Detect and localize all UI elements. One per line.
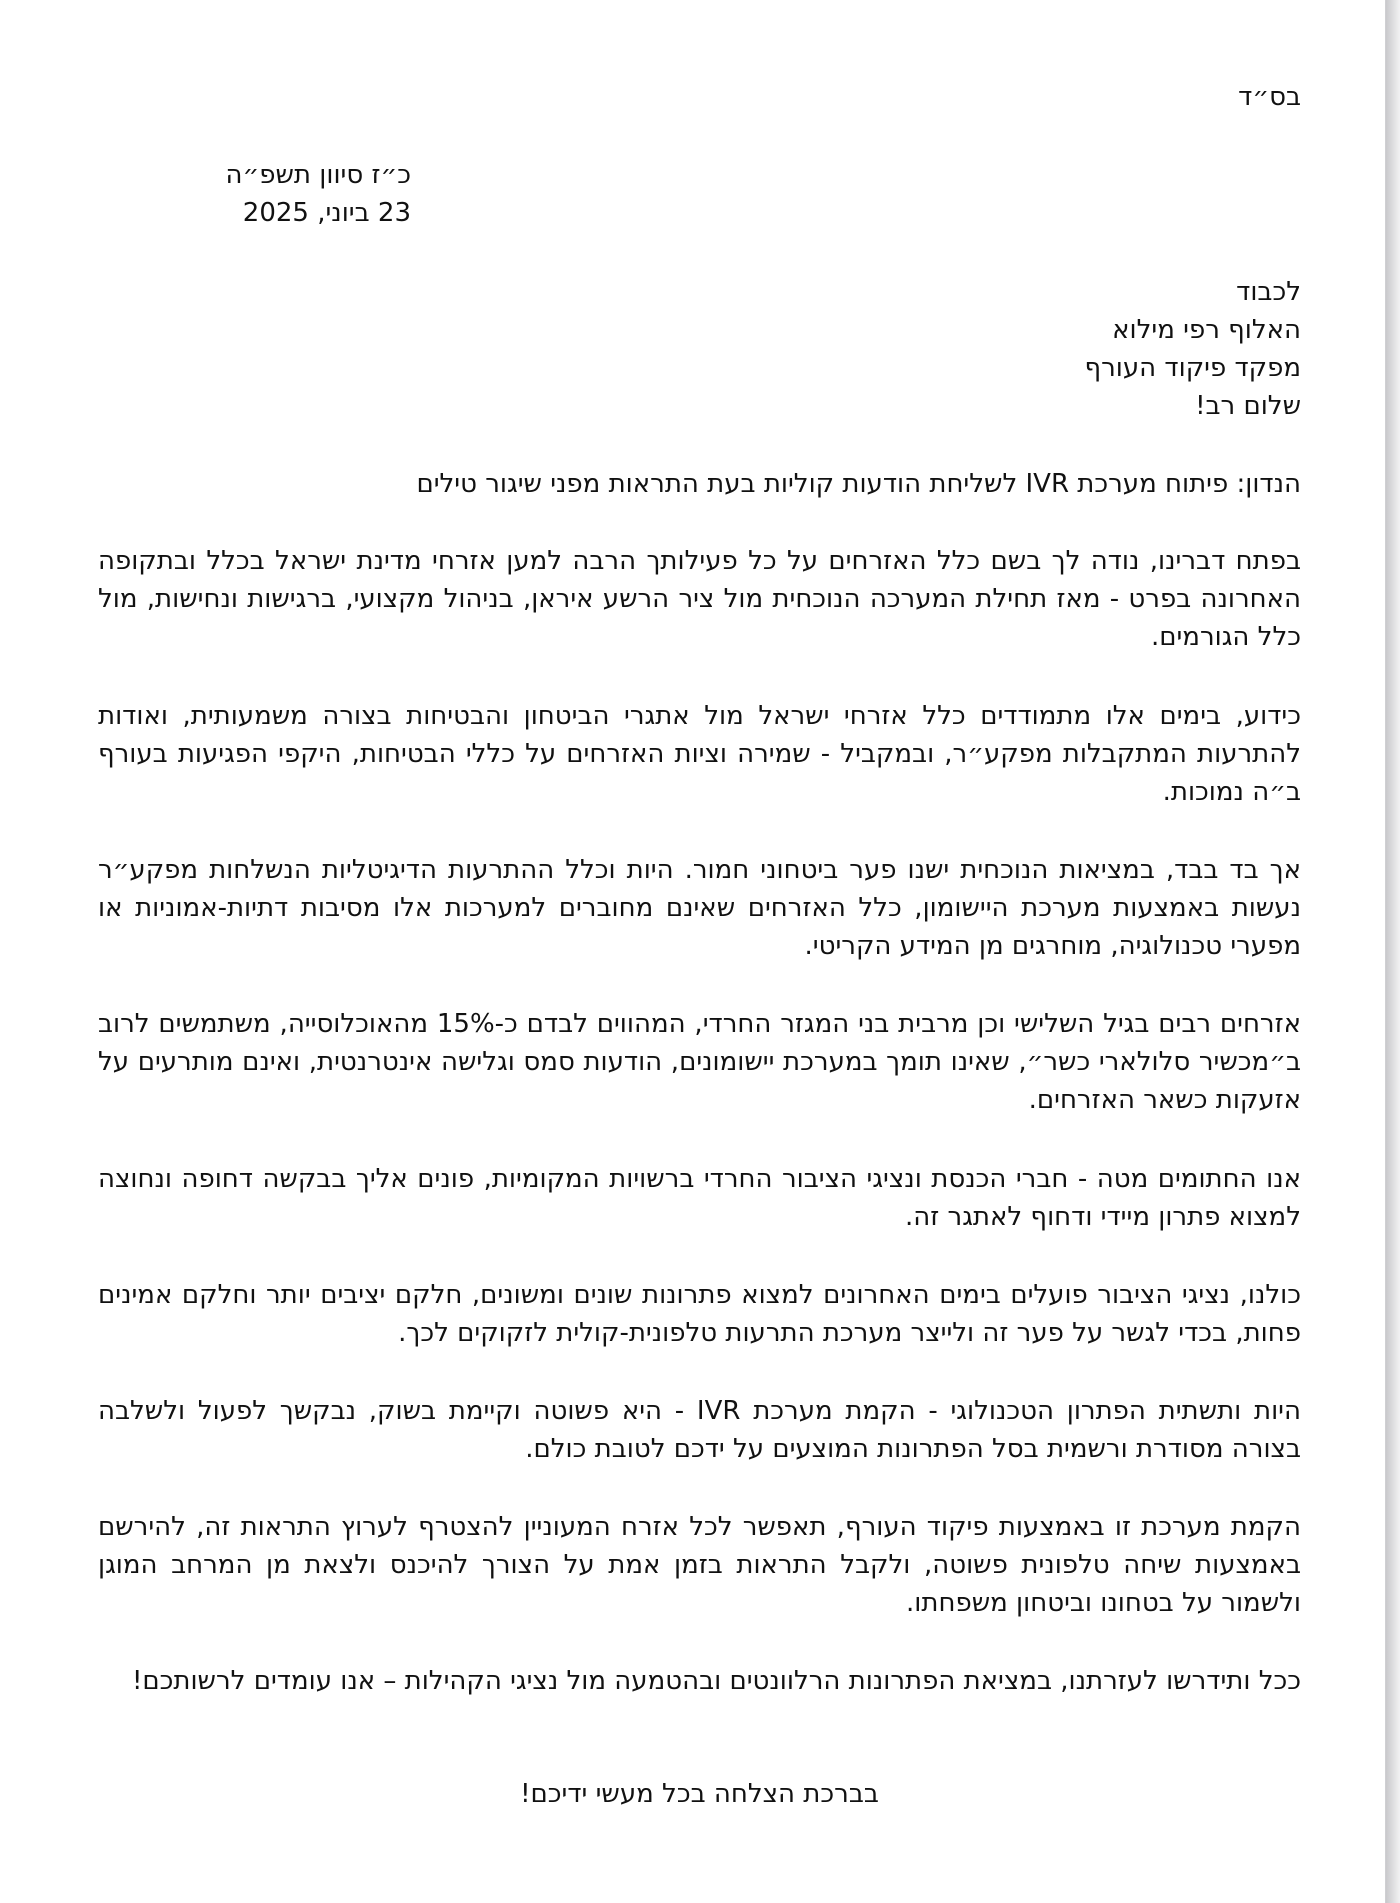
address-line-3: מפקד פיקוד העורף bbox=[1084, 353, 1301, 383]
paragraph-3: אך בד בבד, במציאות הנוכחית ישנו פער ביטחוני חמור. היות וכלל ההתרעות הדיגיטליות הנשלחות מפקע״ר נעשות באמצעות מערכת היישומון, כלל האזרחים שאינם מחוברים למערכות אלו מסיבות דתיות-אמוניות או מפערי טכנולוגיה, מוחרגים מן המידע הקריטי. bbox=[98, 855, 1301, 961]
page-edge bbox=[1386, 0, 1400, 1903]
closing-blessing: בברכת הצלחה בכל מעשי ידיכם! bbox=[520, 1779, 879, 1809]
bsd-header: בס״ד bbox=[1238, 82, 1301, 112]
gregorian-date: 23 ביוני, 2025 bbox=[242, 198, 411, 228]
paragraph-2: כידוע, בימים אלו מתמודדים כלל אזרחי ישראל מול אתגרי הביטחון והבטיחות בצורה משמעותית, ואודות להתרעות המתקבלות מפקע״ר, ובמקביל - שמירה וציות האזרחים על כללי הבטיחות, היקפי הפגיעות בעורף ב״ה נמוכות. bbox=[98, 701, 1301, 807]
greeting: שלום רב! bbox=[1195, 391, 1301, 421]
address-line-2: האלוף רפי מילוא bbox=[1112, 315, 1301, 345]
paragraph-7: היות ותשתית הפתרון הטכנולוגי - הקמת מערכת IVR - היא פשוטה וקיימת בשוק, נבקשך לפעול ולשלבה בצורה מסודרת ורשמית בסל הפתרונות המוצעים על ידכם לטובת כולם. bbox=[98, 1396, 1301, 1464]
recipient-address bbox=[98, 273, 1301, 425]
address-line-1: לכבוד bbox=[1236, 277, 1301, 307]
hebrew-date: כ״ז סיוון תשפ״ה bbox=[225, 160, 411, 190]
paragraph-8: הקמת מערכת זו באמצעות פיקוד העורף, תאפשר לכל אזרח המעוניין להצטרף לערוץ התראות זה, להירשם באמצעות שיחה טלפונית פשוטה, ולקבל התראות בזמן אמת על הצורך להיכנס ולצאת מן המרחב המוגן ולשמור על בטחונו וביטחון משפחתו. bbox=[98, 1512, 1301, 1618]
paragraph-9: ככל ותידרשו לעזרתנו, במציאת הפתרונות הרלוונטים ובהטמעה מול נציגי הקהילות – אנו עומדים לרשותכם! bbox=[131, 1666, 1301, 1696]
paragraph-5: אנו החתומים מטה - חברי הכנסת ונציגי הציבור החרדי ברשויות המקומיות, פונים אליך בבקשה דחופה ונחוצה למצוא פתרון מיידי ודחוף לאתגר זה. bbox=[98, 1164, 1301, 1232]
paragraph-6: כולנו, נציגי הציבור פועלים בימים האחרונים למצוא פתרונות שונים ומשונים, חלקם יציבים יותר וחלקם אמינים פחות, בכדי לגשר על פער זה ולייצר מערכת התרעות טלפונית-קולית לזקוקים לכך. bbox=[98, 1280, 1301, 1348]
subject-line: הנדון: פיתוח מערכת IVR לשליחת הודעות קוליות בעת התראות מפני שיגור טילים bbox=[416, 469, 1301, 499]
paragraph-1: בפתח דברינו, נודה לך בשם כלל האזרחים על כל פעילותך הרבה למען אזרחי מדינת ישראל בכלל ובתקופה האחרונה בפרט - מאז תחילת המערכה הנוכחית מול ציר הרשע איראן, בניהול מקצועי, ברגישות ונחישות, מול כלל הגורמים. bbox=[98, 546, 1301, 652]
date-block bbox=[98, 156, 1301, 232]
paragraph-4: אזרחים רבים בגיל השלישי וכן מרבית בני המגזר החרדי, המהווים לבדם כ-15% מהאוכלוסייה, משתמשים לרוב ב״מכשיר סלולארי כשר״, שאינו תומך במערכת יישומונים, הודעות סמס וגלישה אינטרנטית, ואינם מותרעים על אזעקות כשאר האזרחים. bbox=[98, 1009, 1301, 1115]
